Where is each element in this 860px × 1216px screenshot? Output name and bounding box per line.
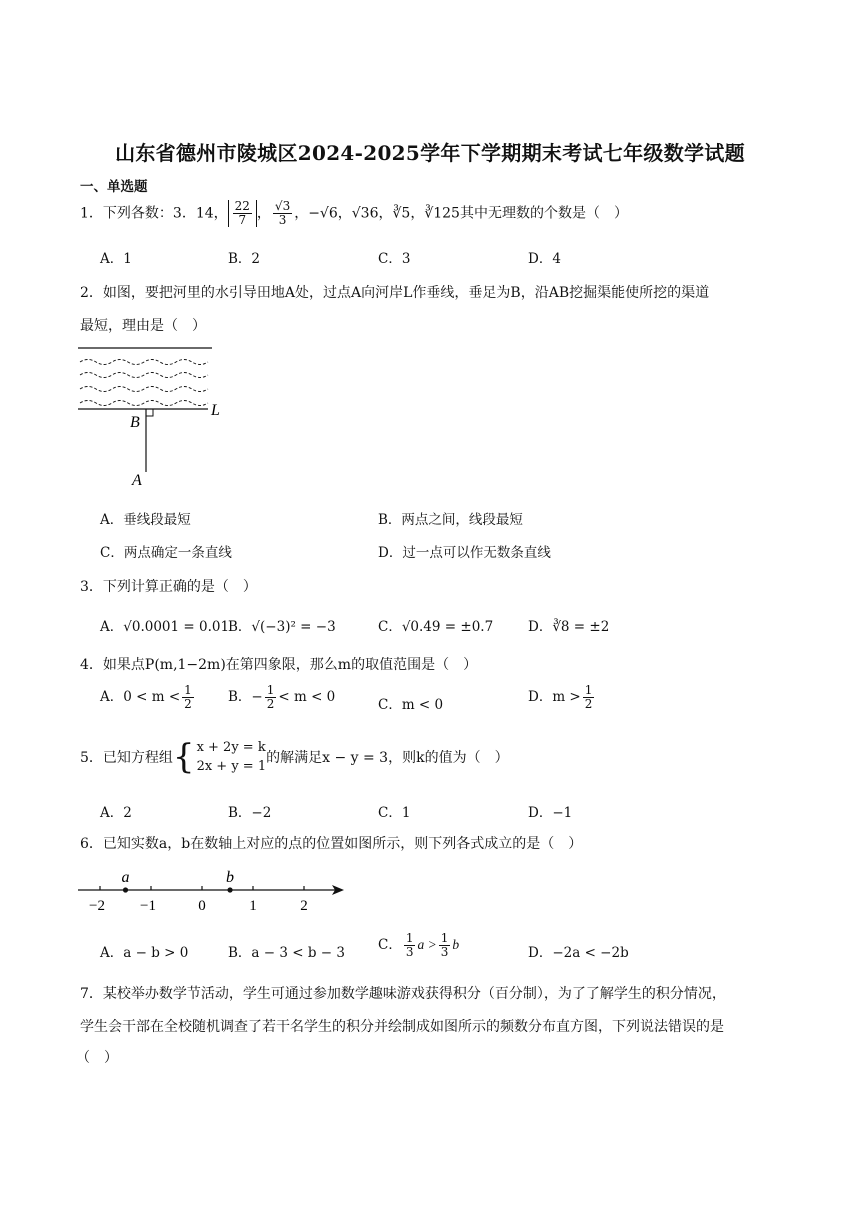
q1-suffix: 其中无理数的个数是（ ） [459,205,628,222]
q3-option-b[interactable]: B．√(−3)² = −3 [228,619,336,635]
q4-d-num: 1 [584,683,593,697]
q6-option-a[interactable]: A．a − b > 0 [100,945,189,961]
q7-line-2: 学生会干部在全校随机调查了若干名学生的积分并绘制成如图所示的频数分布直方图，下列说法错误的是 [80,1019,724,1035]
q7-line-1: 7．某校举办数学节活动，学生可通过参加数学趣味游戏获得积分（百分制），为了了解学生的积分情况， [80,986,726,1002]
water-wave-1 [80,360,208,365]
label-a: A [132,472,142,489]
label-l: L [211,402,220,419]
q6-c-num1: 1 [405,931,414,945]
q5-eq1: x + 2y = k [196,740,266,755]
point-b [227,887,232,892]
number-line [74,866,354,916]
number-line-tick-label: 1 [249,898,257,914]
q1-option-c[interactable]: C．3 [378,251,411,267]
q2-line-2: 最短，理由是（ ） [80,318,206,334]
q1-abs-num: 22 [234,199,250,213]
q4-b-den: 2 [266,697,275,711]
q2-line-1: 2．如图，要把河里的水引导田地A处，过点A向河岸L作垂线，垂足为B，沿AB挖掘渠能使所挖的渠道 [80,285,710,301]
q2-option-b[interactable]: B．两点之间，线段最短 [378,512,523,528]
q4-option-d[interactable] [528,684,596,711]
q5-option-b[interactable]: B．−2 [228,805,272,821]
water-wave-2 [80,373,208,378]
point-a [123,887,128,892]
q2-option-d[interactable]: D．过一点可以作无数条直线 [378,545,551,561]
question-1: 1．下列各数：3．14， $\frac{22}{7}$ ， $\frac{√3}{3}$ ，−√6，√36，∛5，∛125其中无理数的个数是（ ） [80,199,628,227]
q1-option-a[interactable]: A．1 [100,251,132,267]
q1-abs-den: 7 [238,213,247,227]
q5-eq2: 2x + y = 1 [196,759,267,774]
q5-option-c[interactable]: C．1 [378,805,411,821]
q1-abs-value [228,200,257,227]
q2-option-a[interactable]: A．垂线段最短 [100,512,191,528]
right-angle-mark [146,409,153,416]
q1-sqrt3-den: 3 [278,213,287,227]
label-b: b [226,869,235,886]
q6-c-suffix: b [452,937,460,952]
q1-option-b[interactable]: B．2 [228,251,261,267]
number-line-tick-label: −2 [89,898,105,914]
water-wave-3 [80,387,208,392]
q6-option-c[interactable] [378,932,459,959]
q6-c-num2: 1 [440,931,449,945]
label-b: B [130,414,140,431]
q1-items: ，−√6，√36，∛5，∛125 [294,205,460,222]
number-line-tick-label: 2 [300,898,308,914]
q1-prefix: 1．下列各数：3．14， [80,205,228,222]
question-5 [80,738,509,776]
q4-a-den: 2 [184,697,192,711]
q6-c-den1: 3 [405,945,414,959]
q3-option-c[interactable]: C．√0.49 = ±0.7 [378,619,494,635]
q6-c-prefix: C． [378,937,402,953]
q4-option-c[interactable]: C．m < 0 [378,697,444,713]
q4-b-suffix: < m < 0 [278,689,336,705]
q6-stem: 6．已知实数a，b在数轴上对应的点的位置如图所示，则下列各式成立的是（ ） [80,836,583,852]
q4-d-prefix: D．m > [528,689,581,705]
q4-d-den: 2 [584,697,593,711]
q3-option-a[interactable]: A．√0.0001 = 0.01 [100,619,230,635]
q5-suffix: 的解满足x − y = 3，则k的值为（ ） [266,750,509,766]
number-line-tick-label: −1 [140,898,156,914]
page-title: 山东省德州市陵城区2024-2025学年下学期期末考试七年级数学试题 [115,141,745,165]
system-brace: { [172,737,195,777]
label-a: a [121,869,130,886]
number-line-tick-label: 0 [198,898,206,914]
q7-line-3: （ ） [76,1050,118,1066]
q4-b-prefix: B．− [228,689,263,705]
q3-stem: 3．下列计算正确的是（ ） [80,579,257,595]
q1-sqrt3-num: √3 [274,199,291,213]
q2-option-c[interactable]: C．两点确定一条直线 [100,545,232,561]
q4-option-b[interactable] [228,684,335,711]
equation-system [197,738,267,776]
q1-option-d[interactable]: D．4 [528,251,561,267]
q4-option-a[interactable] [100,684,196,711]
q4-b-num: 1 [266,683,275,697]
q6-c-mid: a > [417,937,437,952]
q5-option-d[interactable]: D．−1 [528,805,573,821]
q4-a-prefix: A．0 < m < [100,689,181,705]
q5-prefix: 5．已知方程组 [80,750,173,766]
section-heading: 一、单选题 [80,179,148,195]
q6-option-b[interactable]: B．a − 3 < b − 3 [228,945,345,961]
q3-option-d[interactable]: D．∛8 = ±2 [528,619,610,635]
water-wave-4 [80,401,208,406]
q5-option-a[interactable]: A．2 [100,805,132,821]
q6-option-d[interactable]: D．−2a < −2b [528,945,629,961]
q4-stem: 4．如果点P(m,1−2m)在第四象限，那么m的取值范围是（ ） [80,657,478,673]
q6-c-den2: 3 [440,945,449,959]
river-diagram [74,342,234,492]
q4-a-num: 1 [184,683,192,697]
